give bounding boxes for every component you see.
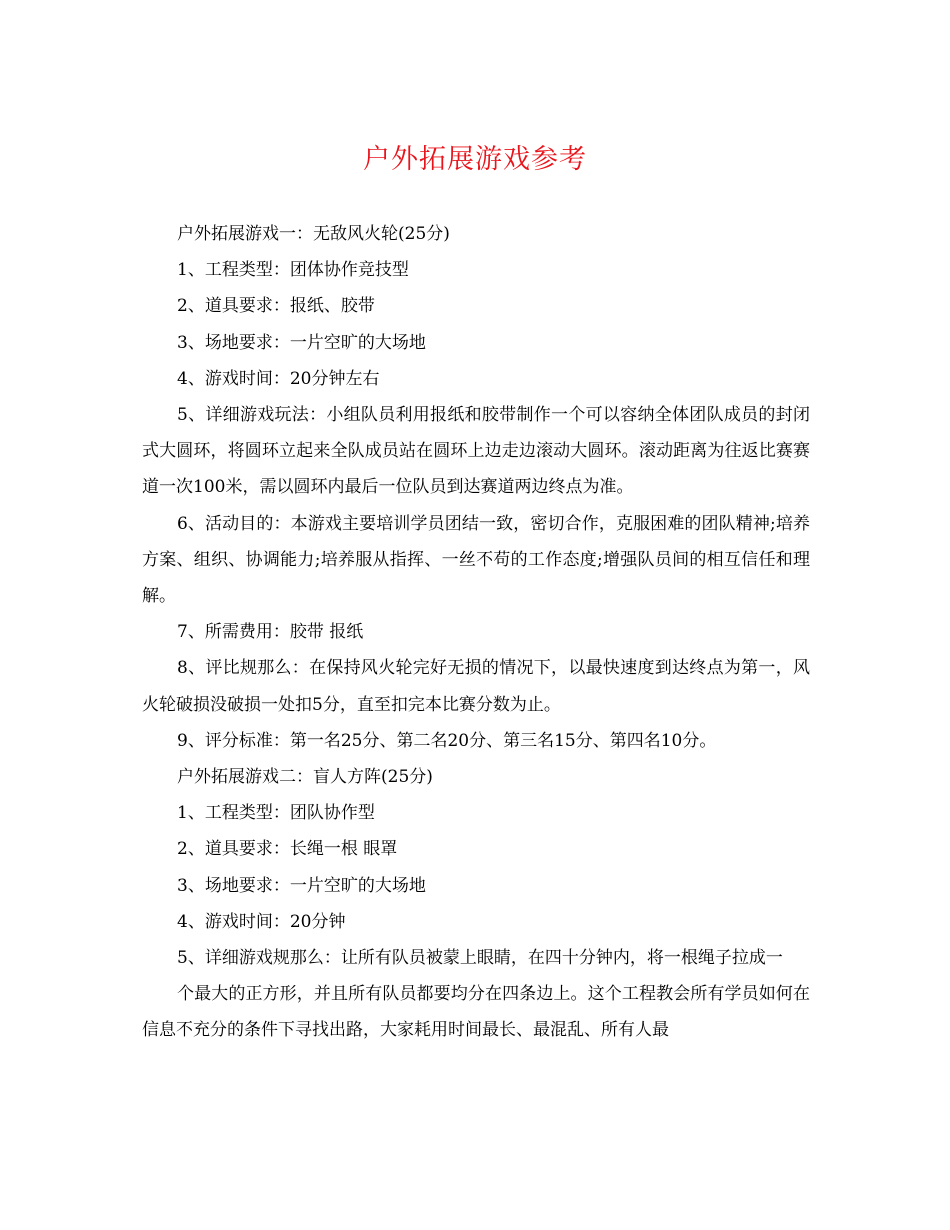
game2-item-rules-continued: 个最大的正方形，并且所有队员都要均分在四条边上。这个工程教会所有学员如何在信息不充分的条件下寻找出路，大家耗用时间最长、最混乱、所有人最 — [142, 984, 810, 1041]
game1-item-rules: 5、详细游戏玩法：小组队员利用报纸和胶带制作一个可以容纳全体团队成员的封闭式大圆环，将圆环立起来全队成员站在圆环上边走边滚动大圆环。滚动距离为往返比赛赛道一次100米，需以圆环内最后一位队员到达赛道两边终点为准。 — [142, 405, 810, 498]
game1-item-cost: 7、所需费用：胶带 报纸 — [177, 622, 364, 643]
document-title: 户外拓展游戏参考 — [363, 144, 587, 175]
game1-item-duration: 4、游戏时间：20分钟左右 — [177, 368, 380, 389]
game2-item-duration: 4、游戏时间：20分钟 — [177, 911, 346, 932]
game1-item-purpose: 6、活动目的：本游戏主要培训学员团结一致，密切合作，克服困难的团队精神;培养方案、组织、协调能力;培养服从指挥、一丝不苟的工作态度;增强队员间的相互信任和理解。 — [142, 513, 810, 607]
section-heading-game-2: 户外拓展游戏二：盲人方阵(25分) — [177, 767, 433, 788]
game1-item-scoring: 9、评分标准：第一名25分、第二名20分、第三名15分、第四名10分。 — [177, 730, 717, 751]
section-heading-game-1: 户外拓展游戏一：无敌风火轮(25分) — [177, 224, 450, 244]
game2-item-project-type: 1、工程类型：团队协作型 — [177, 803, 375, 824]
game1-item-venue: 3、场地要求：一片空旷的大场地 — [177, 332, 426, 353]
game2-item-venue: 3、场地要求：一片空旷的大场地 — [177, 875, 426, 896]
game1-item-project-type: 1、工程类型：团体协作竞技型 — [177, 260, 409, 281]
document-body — [142, 216, 810, 1049]
game1-item-props: 2、道具要求：报纸、胶带 — [177, 296, 375, 317]
game2-item-props: 2、道具要求：长绳一根 眼罩 — [177, 839, 398, 860]
game1-item-judging: 8、评比规那么：在保持风火轮完好无损的情况下，以最快速度到达终点为第一，风火轮破损没破损一处扣5分，直至扣完本比赛分数为止。 — [142, 658, 810, 715]
game2-item-rules: 5、详细游戏规那么：让所有队员被蒙上眼睛，在四十分钟内，将一根绳子拉成一 — [177, 948, 783, 969]
